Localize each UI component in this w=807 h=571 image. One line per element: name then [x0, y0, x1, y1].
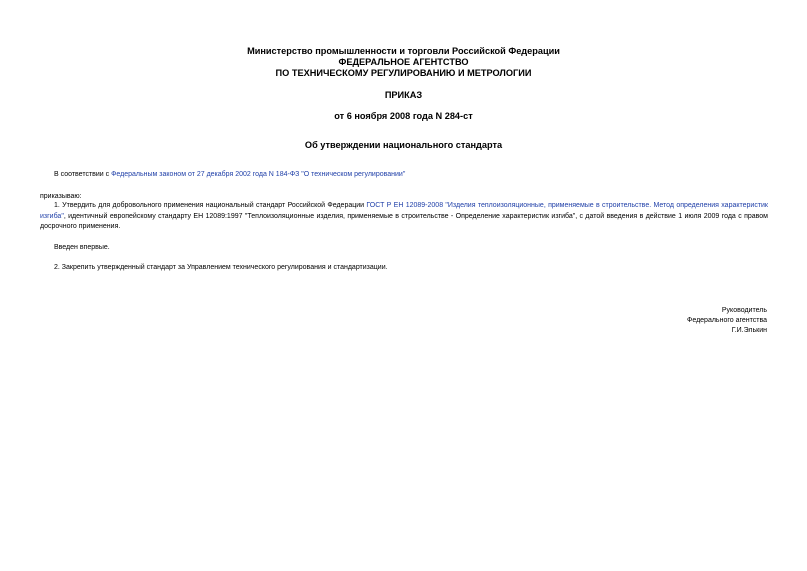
- intro-prefix: В соответствии с: [54, 171, 112, 178]
- document-date-number: от 6 ноября 2008 года N 284-ст: [334, 111, 473, 121]
- order-item-1: [40, 201, 768, 233]
- introduced-note: Введен впервые.: [54, 244, 110, 251]
- gost-standard-link[interactable]: ГОСТ Р ЕН 12089-2008 "Изделия теплоизоляционные, применяемые в строительстве. Метод определения характеристик изгиба": [40, 202, 768, 220]
- signature-title-1: Руководитель: [721, 307, 767, 314]
- item1-prefix: 1. Утвердить для добровольного применения национальный стандарт Российской Федерации: [54, 202, 367, 209]
- signature-title-2: Федерального агентства: [687, 317, 767, 324]
- order-word: приказываю:: [40, 193, 82, 200]
- document-subject: Об утверждении национального стандарта: [304, 140, 503, 150]
- document-type: ПРИКАЗ: [384, 90, 423, 100]
- item1-suffix: , идентичный европейскому стандарту ЕН 12089:1997 "Теплоизоляционные изделия, применяемые в строительстве - Определение характеристик изгиба", с датой введения в действие 1 июля 2009 года с правом досрочного применения.: [40, 212, 768, 230]
- agency-name: ФЕДЕРАЛЬНОЕ АГЕНТСТВО: [338, 57, 469, 67]
- order-item-2: 2. Закрепить утвержденный стандарт за Управлением технического регулирования и стандартизации.: [54, 264, 388, 271]
- intro-paragraph: [54, 170, 405, 181]
- agency-name-continued: ПО ТЕХНИЧЕСКОМУ РЕГУЛИРОВАНИЮ И МЕТРОЛОГИИ: [275, 68, 532, 78]
- signature-name: Г.И.Элькин: [731, 327, 767, 334]
- ministry-name: Министерство промышленности и торговли Российской Федерации: [247, 46, 560, 56]
- federal-law-link[interactable]: Федеральным законом от 27 декабря 2002 года N 184-ФЗ "О техническом регулировании": [111, 171, 406, 178]
